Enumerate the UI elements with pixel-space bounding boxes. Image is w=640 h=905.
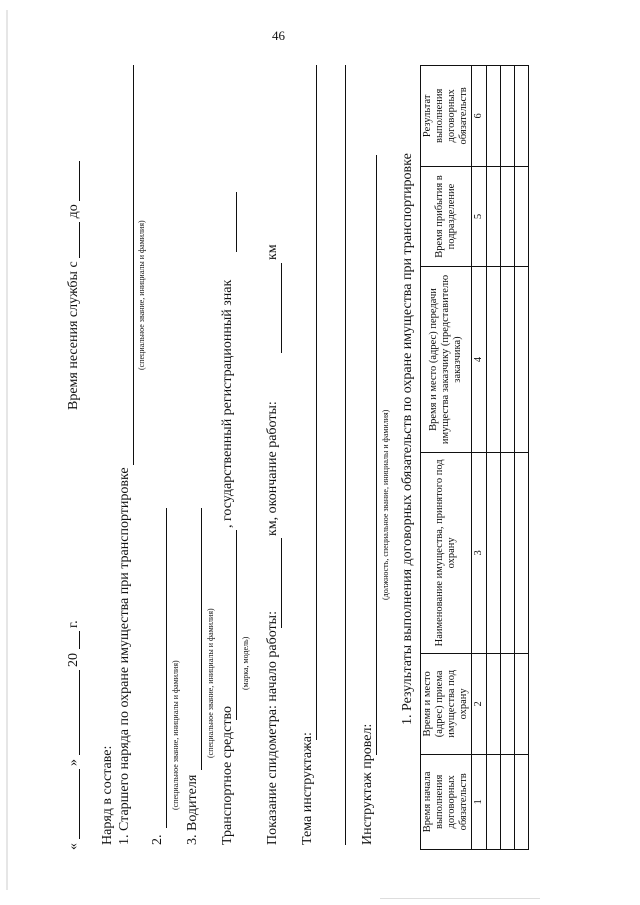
driver-label: 3. Водителя xyxy=(185,774,200,845)
odometer-unit: км xyxy=(265,244,280,260)
col-header-1: Время начала выполнения договорных обязательств xyxy=(421,754,472,849)
odometer-end: км, окончание работы: xyxy=(265,401,280,536)
results-table xyxy=(420,65,529,850)
col-number-1: 1 xyxy=(472,754,487,849)
crew-label: Наряд в составе: xyxy=(100,745,115,845)
odometer-line: Показание спидометра: начало работы: xyxy=(265,611,280,845)
vehicle-label: Транспортное средство xyxy=(220,706,235,845)
caption-row2: (специальное звание, инициалы и фамилия) xyxy=(171,660,180,810)
col-number-3: 3 xyxy=(472,452,487,653)
scan-edge xyxy=(6,10,8,890)
rotated-form xyxy=(60,60,515,850)
row2-number: 2. xyxy=(150,834,165,845)
col-header-4: Время и место (адрес) передачи имущества заказчику (представителю заказчика) xyxy=(421,267,472,452)
briefing-topic-label: Тема инструктажа: xyxy=(300,732,315,845)
date-line: « » 20 г. xyxy=(66,620,81,850)
table-row xyxy=(515,66,529,850)
caption-vehicle: (марка, модель) xyxy=(241,636,250,690)
col-number-4: 4 xyxy=(472,267,487,452)
table-number-row xyxy=(472,66,487,850)
scan-edge-bottom xyxy=(380,898,540,899)
reg-sign-label: , государственный регистрационный знак xyxy=(220,279,235,528)
caption-senior: (специальное звание, инициалы и фамилия) xyxy=(137,220,146,370)
service-time-line: Время несения службы с до xyxy=(66,161,82,410)
col-number-2: 2 xyxy=(472,654,487,755)
col-number-6: 6 xyxy=(472,66,487,167)
briefing-by-label: Инструктаж провел: xyxy=(360,723,375,845)
col-header-5: Время прибытия в подразделение xyxy=(421,166,472,267)
caption-briefing: (должность, специальное звание, инициалы и фамилия) xyxy=(381,409,390,600)
senior-line: 1. Старшего наряда по охране имущества при транспортировке xyxy=(117,467,132,845)
page-number: 46 xyxy=(272,28,285,43)
table-row xyxy=(487,66,501,850)
col-number-5: 5 xyxy=(472,166,487,267)
col-header-3: Наименование имущества, принятого под охрану xyxy=(421,452,472,653)
section-title: 1. Результаты выполнения договорных обязательств по охране имущества при транспортировке xyxy=(400,153,415,725)
caption-driver: (специальное звание, инициалы и фамилия) xyxy=(206,608,215,758)
col-header-6: Результат выполнения договорных обязательств xyxy=(421,66,472,167)
table-header-row xyxy=(421,66,472,850)
table-row xyxy=(501,66,515,850)
col-header-2: Время и место (адрес) приема имущества под охрану xyxy=(421,654,472,755)
